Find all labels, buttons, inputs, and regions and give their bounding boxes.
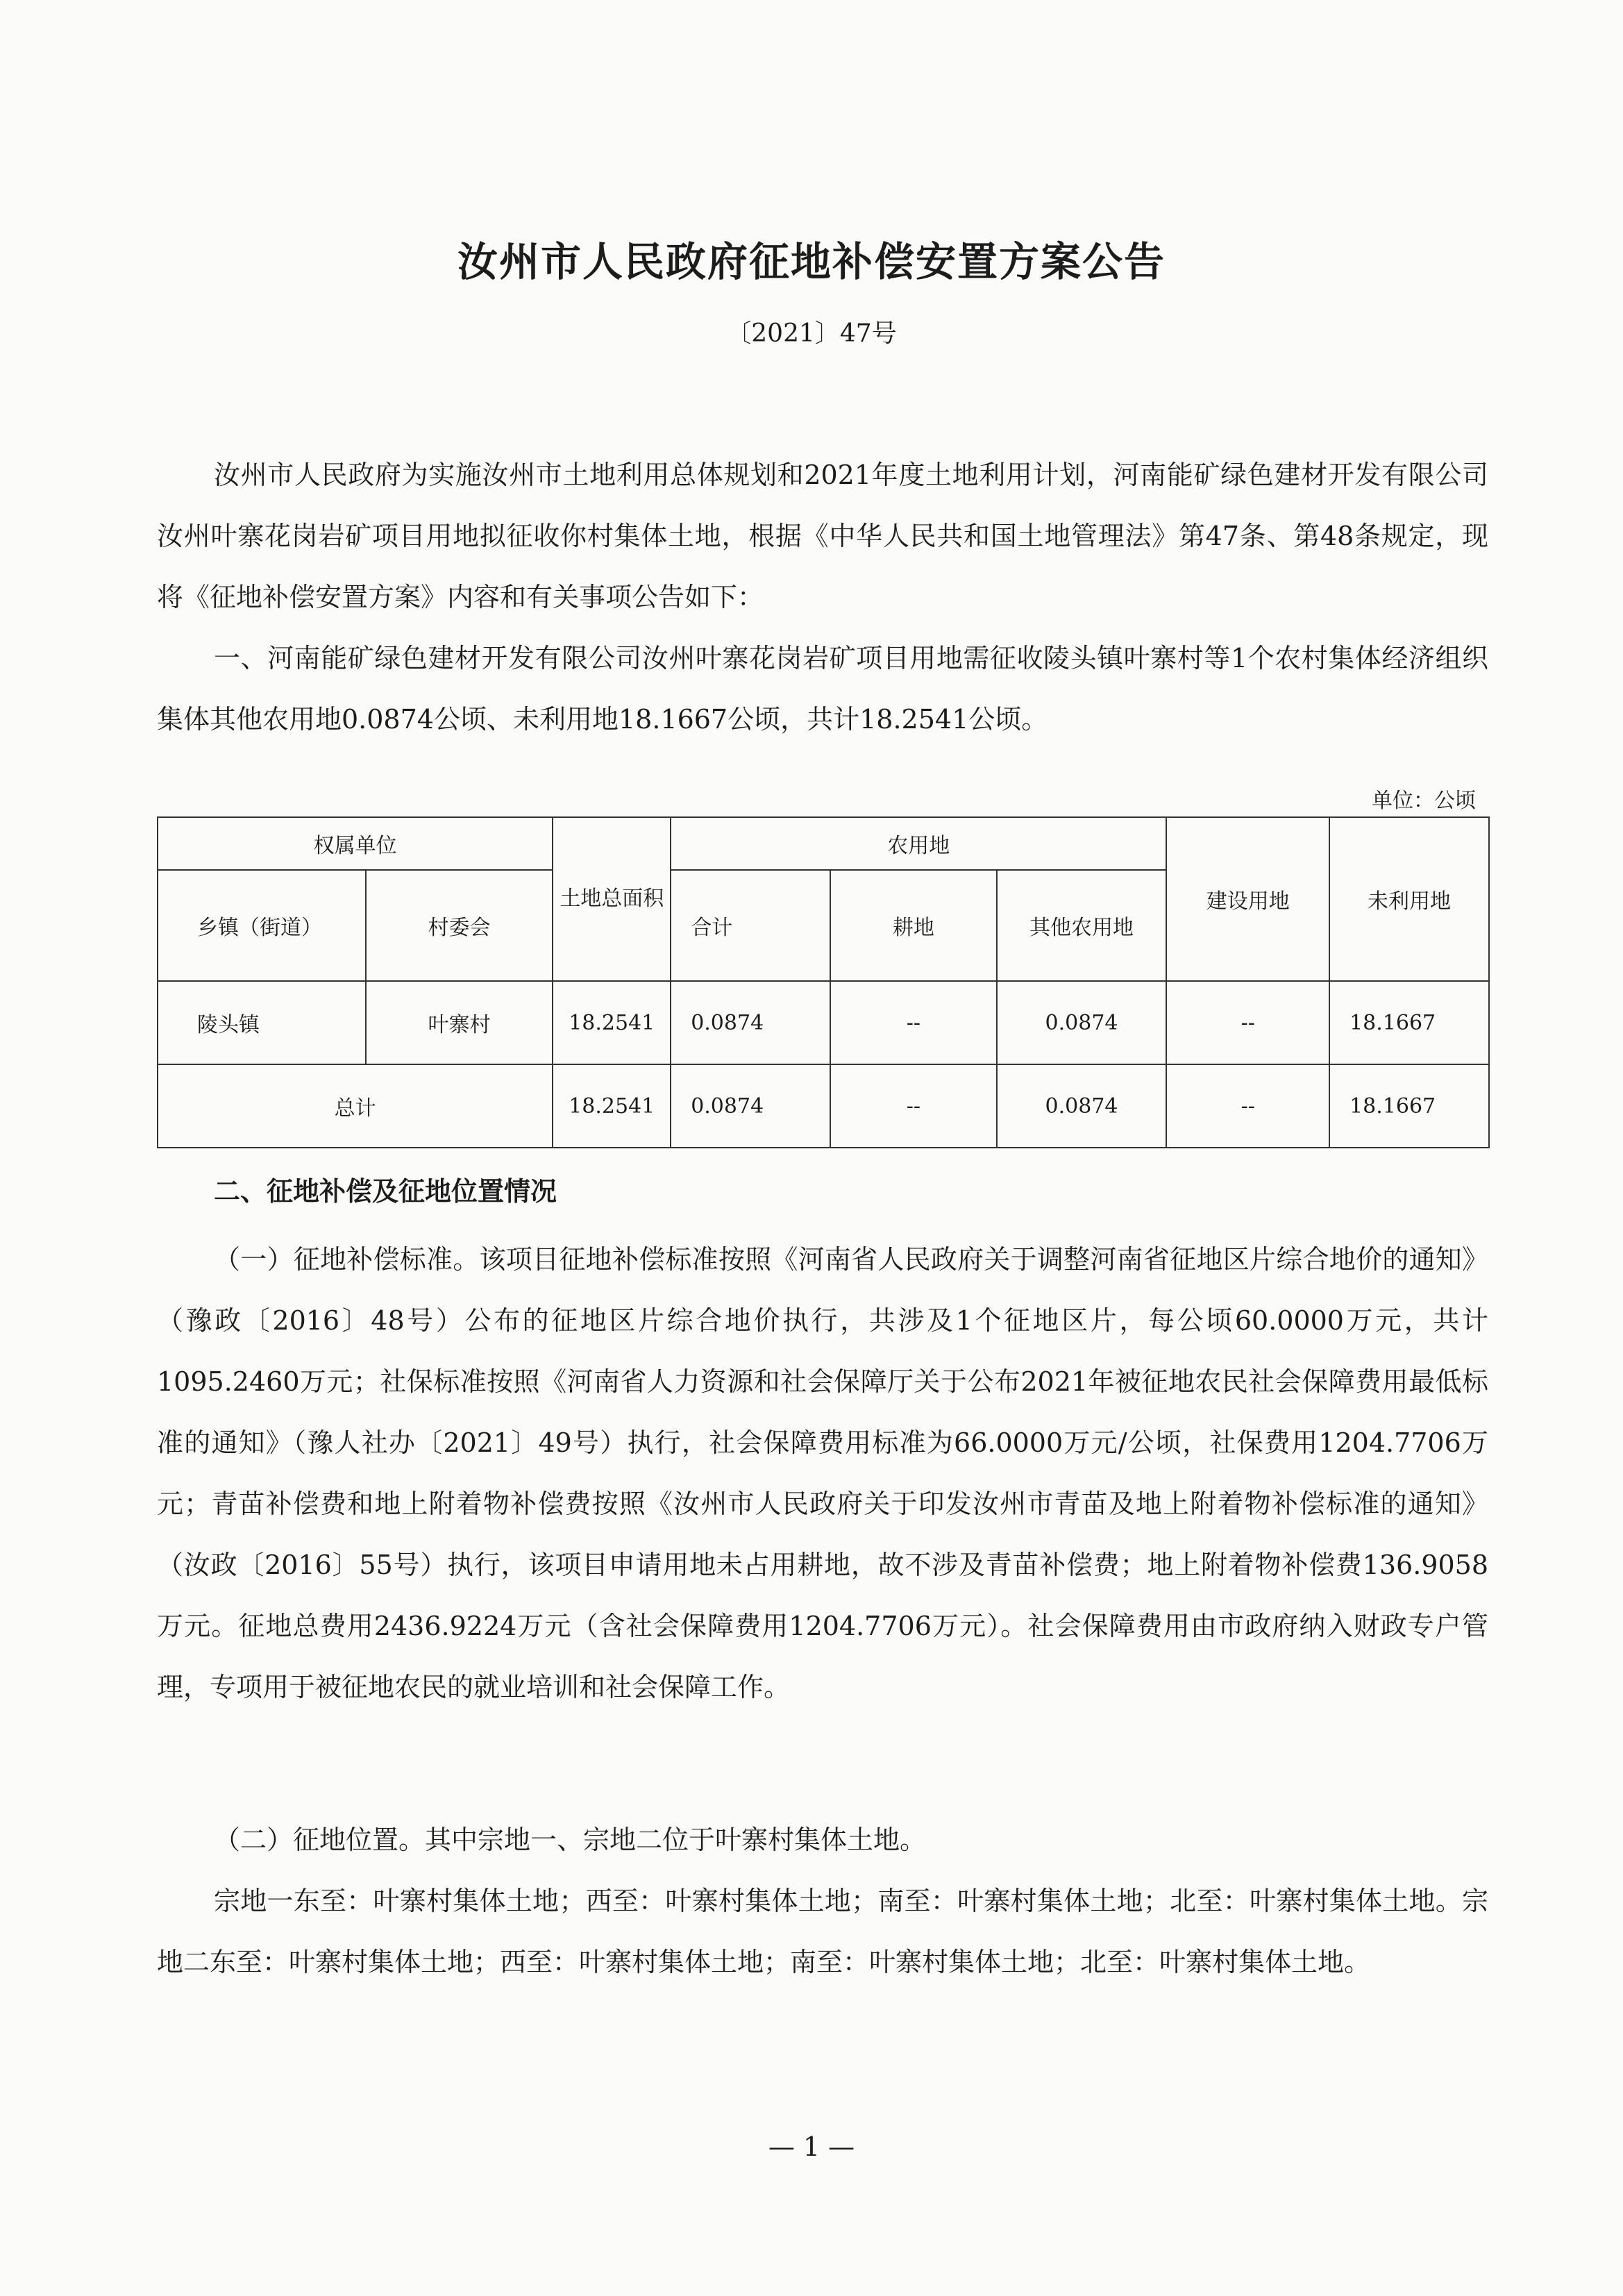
table-total-row [158, 1064, 1489, 1148]
header-ownership: 权属单位 [158, 817, 553, 870]
cell-total-other-agricultural: 0.0874 [997, 1064, 1167, 1148]
section-2-2-paragraph: （二）征地位置。其中宗地一、宗地二位于叶寨村集体土地。 [214, 1825, 927, 1855]
header-construction-land: 建设用地 [1166, 817, 1329, 981]
document-title: 汝州市人民政府征地补偿安置方案公告 [457, 238, 1166, 285]
header-unused-land: 未利用地 [1329, 817, 1489, 981]
cell-other-agricultural: 0.0874 [997, 981, 1167, 1064]
section-2-1-paragraph: （一）征地补偿标准。该项目征地补偿标准按照《河南省人民政府关于调整河南省征地区片综合地价的通知》（豫政〔2016〕48号）公布的征地区片综合地价执行，共涉及1个征地区片，每公顷60.0000万元，共计1095.2460万元；社保标准按照《河南省人力资源和社会保障厅关于公布2021年被征地农民社会保障费用最低标准的通知》（豫人社办〔2021〕49号）执行，社会保障费用标准为66.0000万元/公顷，社保费用1204.7706万元；青苗补偿费和地上附着物补偿费按照《汝州市人民政府关于印发汝州市青苗及地上附着物补偿标准的通知》（汝政〔2016〕55号）执行，该项目申请用地未占用耕地，故不涉及青苗补偿费；地上附着物补偿费136.9058万元。征地总费用2436.9224万元（含社会保障费用1204.7706万元）。社会保障费用由市政府纳入财政专户管理，专项用于被征地农民的就业培训和社会保障工作。 [157, 1244, 1488, 1702]
section-1-paragraph: 一、河南能矿绿色建材开发有限公司汝州叶寨花岗岩矿项目用地需征收陵头镇叶寨村等1个农村集体经济组织集体其他农用地0.0874公顷、未利用地18.1667公顷，共计18.2541公顷。 [157, 643, 1488, 735]
table-row [158, 981, 1489, 1064]
cell-total-area: 18.2541 [553, 981, 671, 1064]
header-agricultural-land: 农用地 [671, 817, 1166, 870]
cell-unused: 18.1667 [1329, 981, 1489, 1064]
cell-subtotal: 0.0874 [671, 981, 830, 1064]
header-total-area: 土地总面积 [553, 817, 671, 981]
cell-total-arable: -- [830, 1064, 997, 1148]
cell-total-subtotal: 0.0874 [671, 1064, 830, 1148]
header-other-agricultural: 其他农用地 [997, 870, 1167, 981]
header-arable: 耕地 [830, 870, 997, 981]
table-header-row-1 [158, 817, 1489, 870]
intro-paragraph: 汝州市人民政府为实施汝州市土地利用总体规划和2021年度土地利用计划，河南能矿绿色建材开发有限公司汝州叶寨花岗岩矿项目用地拟征收你村集体土地，根据《中华人民共和国土地管理法》第47条、第48条规定，现将《征地补偿安置方案》内容和有关事项公告如下： [157, 460, 1488, 612]
header-village: 村委会 [366, 870, 553, 981]
header-township: 乡镇（街道） [158, 870, 366, 981]
cell-construction: -- [1166, 981, 1329, 1064]
land-acquisition-table [157, 816, 1490, 1148]
cell-village: 叶寨村 [366, 981, 553, 1064]
cell-total-label: 总计 [158, 1064, 553, 1148]
page-number: — 1 — [768, 2131, 855, 2162]
table-unit-label: 单位：公顷 [1372, 789, 1476, 813]
cell-township: 陵头镇 [158, 981, 366, 1064]
section-2-heading: 二、征地补偿及征地位置情况 [214, 1176, 557, 1207]
parcel-boundaries-paragraph: 宗地一东至：叶寨村集体土地；西至：叶寨村集体土地；南至：叶寨村集体土地；北至：叶寨村集体土地。宗地二东至：叶寨村集体土地；西至：叶寨村集体土地；南至：叶寨村集体土地；北至：叶寨村集体土地。 [157, 1886, 1488, 1977]
cell-total-total-area: 18.2541 [553, 1064, 671, 1148]
header-subtotal: 合计 [671, 870, 830, 981]
document-number: 〔2021〕47号 [726, 319, 897, 348]
cell-arable: -- [830, 981, 997, 1064]
cell-total-construction: -- [1166, 1064, 1329, 1148]
cell-total-unused: 18.1667 [1329, 1064, 1489, 1148]
